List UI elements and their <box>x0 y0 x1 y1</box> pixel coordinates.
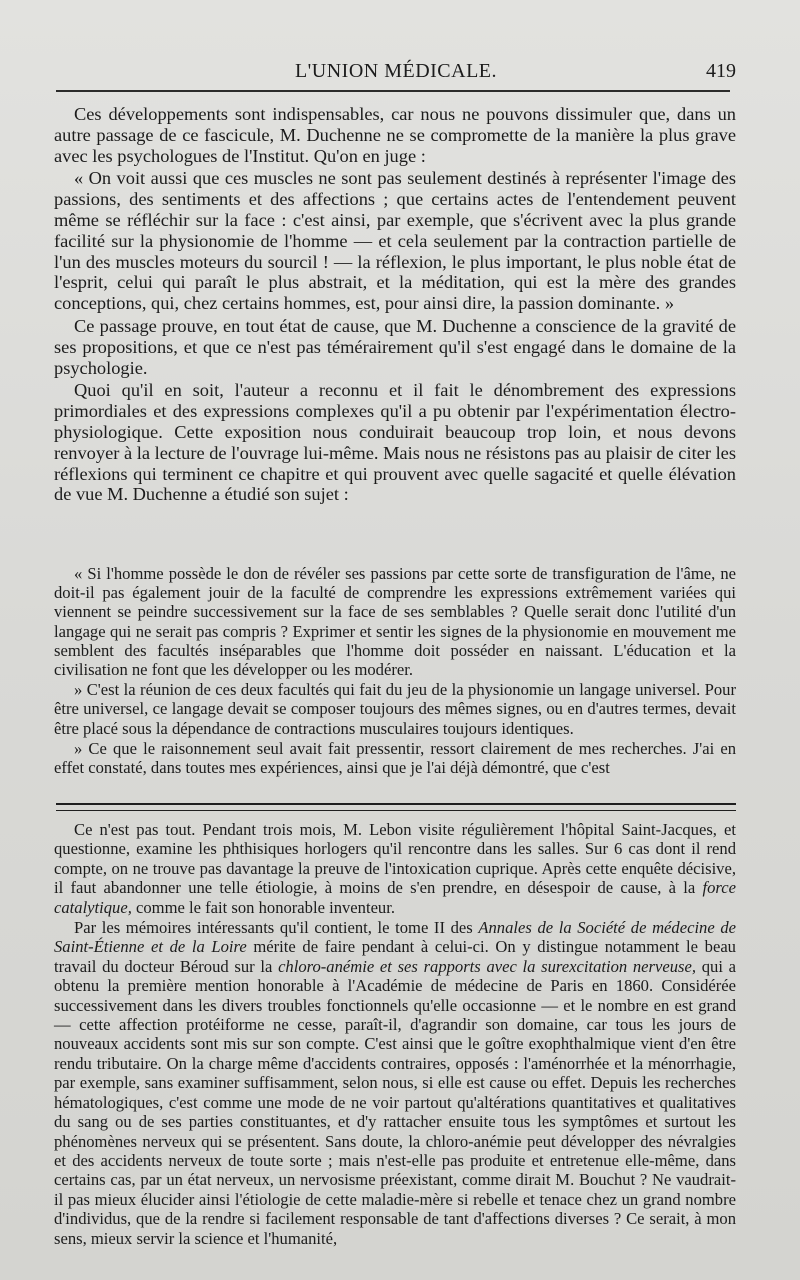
quotation-paragraph: « Si l'homme possède le don de révéler ses passions par cette sorte de transfiguration de l'âme, ne doit-il pas également jouir de la faculté de comprendre les expressions extrêmement variées qui viennent se peindre successivement sur la face de ses semblables ? Quelle serait donc l'utilité d'un langage qui ne serait pas compris ? Exprimer et sentir les signes de la physionomie en mouvement me semblent des facultés inséparables que l'homme doit posséder en naissant. L'éducation et la civilisation ne font que les développer ou les modérer. <box>54 564 736 680</box>
quoted-paragraph: « On voit aussi que ces muscles ne sont pas seulement destinés à représenter l'image des passions, des sentiments et des affections ; que certains actes de l'entendement peuvent même se réfléchir sur la face : c'est ainsi, par exemple, que s'écrivent avec la plus grande facilité sur la physionomie de l'homme — et cela seulement par la contraction partielle de l'un des muscles moteurs du sourcil ! — la réflexion, le plus important, le plus noble état de l'esprit, celui qui paraît le plus abstrait, et la méditation, qui est la mère des grandes conceptions, qui, chez certains hommes, est, pour ainsi dire, la passion dominante. » <box>54 168 736 314</box>
paragraph: Ce passage prouve, en tout état de cause, que M. Duchenne a conscience de la gravité de ses propositions, et que ce n'est pas témérairement qu'il s'est engagé dans le domaine de la psychologie. <box>54 315 736 378</box>
text-run: comme le fait son honorable inventeur. <box>131 897 395 917</box>
feuilleton-text <box>54 820 736 1249</box>
text-run: qui a obtenu la première mention honorable à l'Académie de médecine de Paris en 1860. Considérée successivement dans les divers troubles fonctionnels qu'elle occasionne — et le nombre en est grand — cette affection protéiforme ne cesse, paraît-il, d'agrandir son domaine, car tous les jours de nouveaux accidents sont mis sur son compte. C'est ainsi que le goître exophthalmique vient d'en être rendu tributaire. On la charge même d'accidents contraires, opposés : l'aménorrhée et la ménorrhagie, par exemple, sans examiner suffisamment, selon nous, si elle est cause ou effet. Depuis les recherches hématologiques, c'est comme une mode de ne voir partout qu'altérations quantitatives et qualitatives du sang ou de ses parties constituantes, et d'y rattacher ensuite tous les symptômes et surtout les phénomènes nerveux qui se présentent. Sans doute, la chloro-anémie peut développer des névralgies et des accidents nerveux de toute sorte ; mais n'est-elle pas produite et entretenue elle-même, dans certains cas, par un état nerveux, un nervosisme préexistant, comme dirait M. Bouchut ? Ne vaudrait-il pas mieux élucider ainsi l'étiologie de cette maladie-mère si rebelle et tenace chez un grand nombre d'individus, que de la rendre si facilement responsable de tant d'affections diverses ? Ce serait, à mon sens, mieux servir la science et l'humanité, <box>54 956 736 1248</box>
italic-title: Annales de la Société de médecine de Saint-Étienne et de la Loire <box>54 918 736 957</box>
quotation-paragraph: » Ce que le raisonnement seul avait fait pressentir, ressort clairement de mes recherches. J'ai en effet constaté, dans toutes mes expériences, ainsi que je l'ai déjà démontré, que c'est <box>54 738 736 778</box>
header-rule <box>56 90 730 92</box>
text-run: Ce n'est pas tout. Pendant trois mois, M. Lebon visite régulièrement l'hôpital Saint-Jacques, et questionne, examine les phthisiques horlogers qu'il rencontre dans les salles. Sur 6 cas dont il rend compte, on ne trouve pas davantage la preuve de l'intoxication cuprique. Après cette enquête décisive, il faut abandonner une telle étiologie, à moins de s'en prendre, en désespoir de cause, à la <box>54 820 736 898</box>
running-title: L'UNION MÉDICALE. <box>294 60 498 82</box>
paragraph <box>54 820 736 917</box>
main-article-text <box>54 104 736 507</box>
section-divider <box>56 803 736 811</box>
page-header <box>56 60 736 90</box>
text-run: mérite de faire pendant à celui-ci. On y distingue notamment le beau travail du docteur Béroud sur la <box>54 937 736 976</box>
text-run: Par les mémoires intéressants qu'il contient, le tome II des <box>74 918 479 938</box>
quotation-paragraph: » C'est la réunion de ces deux facultés qui fait du jeu de la physionomie un langage universel. Pour être universel, ce langage devait se composer toujours des mêmes signes, ou en d'autres termes, devait être placé sous la dépendance de contractions musculaires toujours identiques. <box>54 680 736 738</box>
page-number: 419 <box>706 60 736 82</box>
italic-title: chloro-anémie et ses rapports avec la surexcitation nerveuse, <box>278 956 697 976</box>
paragraph <box>54 918 736 1248</box>
paragraph: Quoi qu'il en soit, l'auteur a reconnu et il fait le dénombrement des expressions primordiales et des expressions complexes qu'il a pu obtenir par l'expérimentation électro-physiologique. Cette exposition nous conduirait beaucoup trop loin, et nous devons renvoyer à la lecture de l'ouvrage lui-même. Mais nous ne résistons pas au plaisir de citer les réflexions qui terminent ce chapitre et qui prouvent avec quelle sagacité et quelle élévation de vue M. Duchenne a étudié son sujet : <box>54 380 737 505</box>
italic-term: force catalytique, <box>54 878 736 917</box>
block-quotation <box>54 564 736 778</box>
paragraph: Ces développements sont indispensables, car nous ne pouvons dissimuler que, dans un autre passage de ce fascicule, M. Duchenne ne se compromette de la manière la plus grave avec les psychologues de l'Institut. Qu'on en juge : <box>54 104 736 166</box>
